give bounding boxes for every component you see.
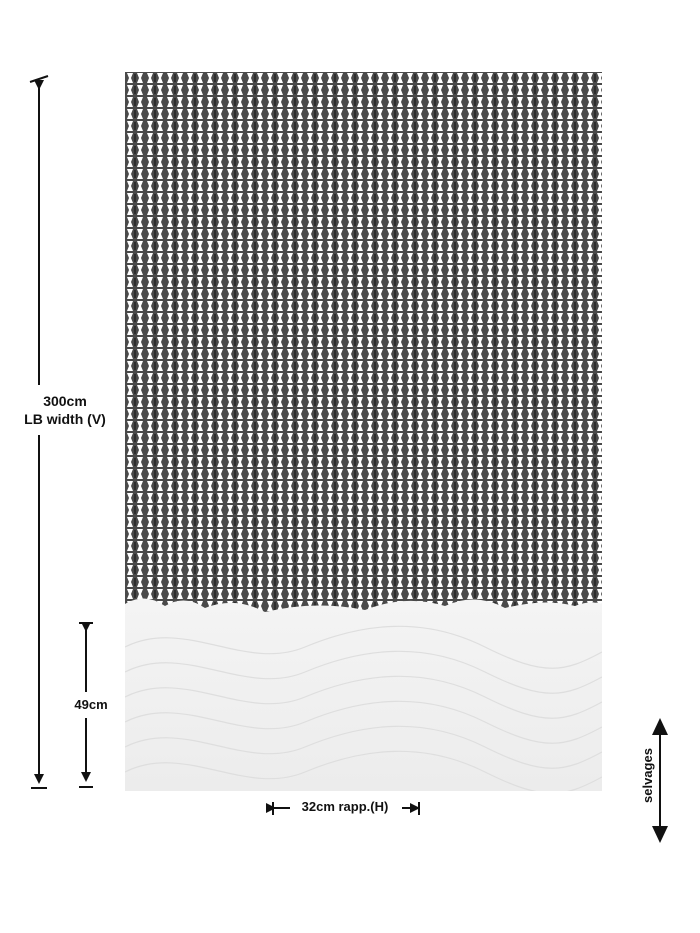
fabric-panel <box>125 72 602 791</box>
height-dimension-arrow <box>30 76 48 788</box>
selvages-label: selvages <box>640 748 655 803</box>
repeat-width-label: 32cm rapp.(H) <box>301 799 389 814</box>
border-height-label: 49cm <box>74 697 108 712</box>
plain-border-area <box>125 598 602 791</box>
knit-pattern-area <box>125 72 602 612</box>
height-label <box>10 392 120 428</box>
height-caption: LB width (V) <box>24 411 106 427</box>
height-value: 300cm <box>43 393 87 409</box>
